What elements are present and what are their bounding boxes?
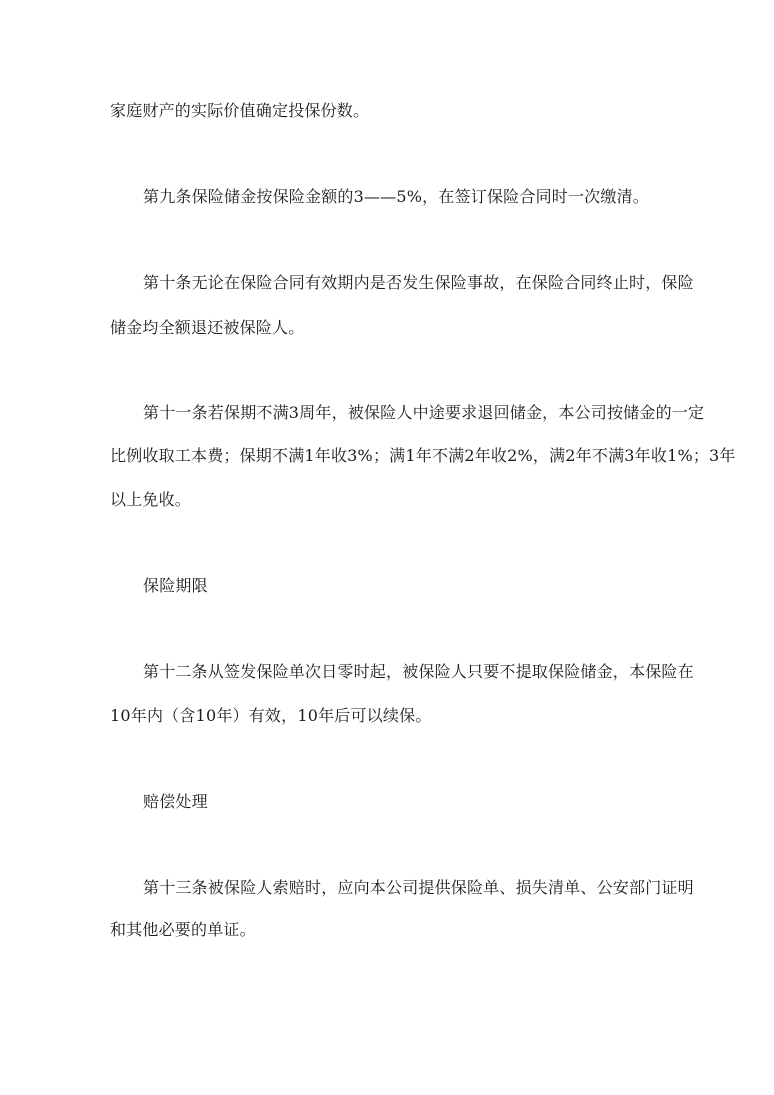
article-11-line-2: 比例收取工本费；保期不满1年收3%；满1年不满2年收2%，满2年不满3年收1%；3年 — [110, 446, 736, 465]
paragraph-line: 家庭财产的实际价值确定投保份数。 — [110, 101, 370, 120]
article-12-line-2: 10年内（含10年）有效，10年后可以续保。 — [110, 706, 432, 725]
article-13-line-1: 第十三条被保险人索赔时，应向本公司提供保险单、损失清单、公安部门证明 — [143, 878, 694, 897]
article-10-line-2: 储金均全额退还被保险人。 — [110, 318, 305, 337]
article-11-line-3: 以上免收。 — [110, 490, 192, 509]
section-heading-claims: 赔偿处理 — [143, 792, 208, 811]
article-10-line-1: 第十条无论在保险合同有效期内是否发生保险事故，在保险合同终止时，保险 — [143, 273, 694, 292]
section-heading-insurance-period: 保险期限 — [143, 576, 208, 595]
article-13-line-2: 和其他必要的单证。 — [110, 920, 256, 939]
article-9: 第九条保险储金按保险金额的3——5%，在签订保险合同时一次缴清。 — [143, 187, 649, 206]
article-12-line-1: 第十二条从签发保险单次日零时起，被保险人只要不提取保险储金，本保险在 — [143, 662, 694, 681]
article-11-line-1: 第十一条若保期不满3周年，被保险人中途要求退回储金，本公司按储金的一定 — [143, 403, 705, 422]
